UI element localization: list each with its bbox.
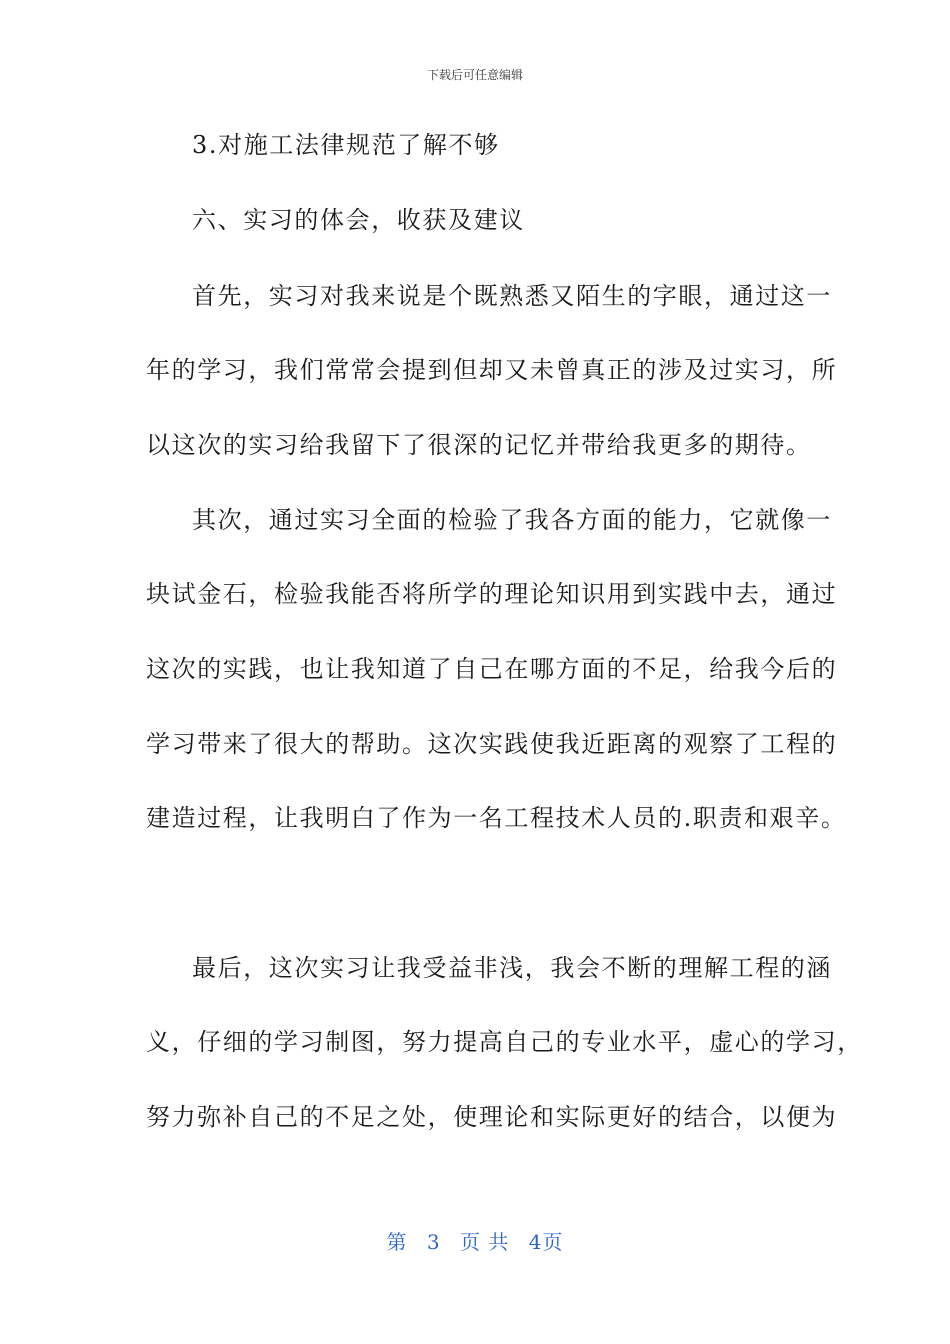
current-page-number: 3 (426, 1230, 441, 1254)
footer-prefix: 第 (386, 1230, 408, 1254)
paragraph-line: 义，仔细的学习制图，努力提高自己的专业水平，虚心的学习， (146, 1028, 863, 1056)
paragraph-line: 这次的实践，也让我知道了自己在哪方面的不足，给我今后的 (146, 655, 838, 683)
paragraph-line: 以这次的实习给我留下了很深的记忆并带给我更多的期待。 (146, 431, 812, 459)
paragraph-line: 块试金石，检验我能否将所学的理论知识用到实践中去，通过 (146, 580, 838, 608)
paragraph-line: 年的学习，我们常常会提到但却又未曾真正的涉及过实习，所 (146, 356, 838, 384)
paragraph-line: 努力弥补自己的不足之处，使理论和实际更好的结合，以便为 (146, 1103, 838, 1131)
section-heading: 六、实习的体会，收获及建议 (192, 206, 525, 234)
total-pages: 4页 (528, 1230, 564, 1254)
paragraph-line: 建造过程，让我明白了作为一名工程技术人员的.职责和艰辛。 (146, 804, 847, 832)
paragraph-line: 其次，通过实习全面的检验了我各方面的能力，它就像一 (192, 506, 832, 534)
page-number-footer (0, 1226, 950, 1255)
footer-middle: 页 共 (460, 1230, 510, 1254)
header-note: 下载后可任意编辑 (426, 68, 523, 82)
paragraph-line: 首先，实习对我来说是个既熟悉又陌生的字眼，通过这一 (192, 282, 832, 310)
paragraph-line: 学习带来了很大的帮助。这次实践使我近距离的观察了工程的 (146, 730, 838, 758)
paragraph-line: 3.对施工法律规范了解不够 (192, 131, 500, 159)
paragraph-line: 最后，这次实习让我受益非浅，我会不断的理解工程的涵 (192, 954, 832, 982)
